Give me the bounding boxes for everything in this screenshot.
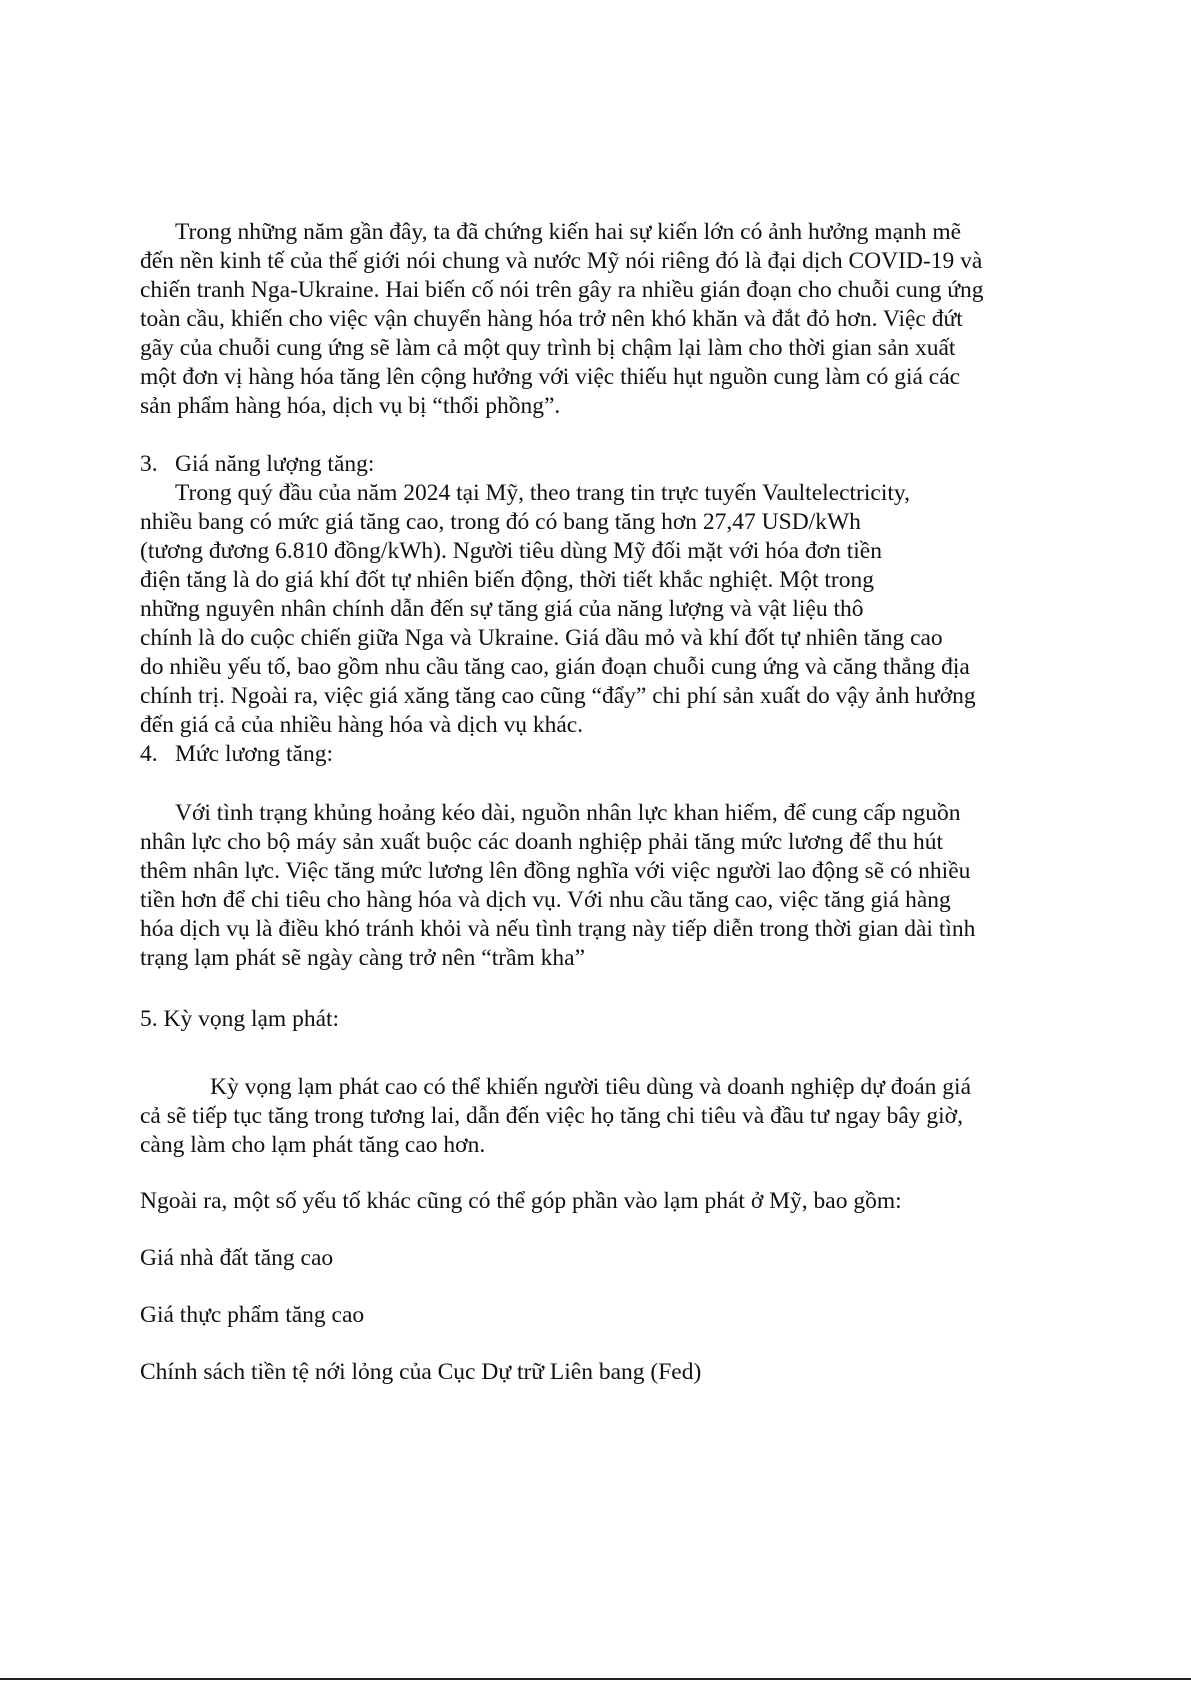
section-heading [140, 450, 374, 479]
other-factors-intro: Ngoài ra, một số yếu tố khác cũng có thể góp phần vào lạm phát ở Mỹ, bao gồm: [140, 1188, 902, 1214]
section-number: 3. [140, 451, 158, 477]
text-line: Trong quý đầu của năm 2024 tại Mỹ, theo trang tin trực tuyến Vaultelectricity, [175, 480, 910, 506]
list-item: Giá thực phẩm tăng cao [140, 1302, 365, 1328]
text-line: cả sẽ tiếp tục tăng trong tương lai, dẫn đến việc họ tăng chi tiêu và đầu tư ngay bây giờ, [140, 1103, 963, 1129]
text-line: điện tăng là do giá khí đốt tự nhiên biến động, thời tiết khắc nghiệt. Một trong [140, 567, 874, 593]
text-line: đến giá cả của nhiều hàng hóa và dịch vụ khác. [140, 712, 584, 738]
section-heading: 5. Kỳ vọng lạm phát: [140, 1006, 340, 1032]
text-line: càng làm cho lạm phát tăng cao hơn. [140, 1132, 486, 1158]
list-item: Chính sách tiền tệ nới lỏng của Cục Dự trữ Liên bang (Fed) [140, 1359, 702, 1385]
page-bottom-divider [0, 1678, 1191, 1680]
text-line: thêm nhân lực. Việc tăng mức lương lên đồng nghĩa với việc người lao động sẽ có nhiều [140, 858, 971, 884]
text-line: do nhiều yếu tố, bao gồm nhu cầu tăng cao, gián đoạn chuỗi cung ứng và căng thẳng địa [140, 654, 970, 680]
text-line: toàn cầu, khiến cho việc vận chuyển hàng hóa trở nên khó khăn và đắt đỏ hơn. Việc đứt [140, 306, 963, 332]
text-line: trạng lạm phát sẽ ngày càng trở nên “trầm kha” [140, 945, 586, 971]
text-line: chính là do cuộc chiến giữa Nga và Ukraine. Giá dầu mỏ và khí đốt tự nhiên tăng cao [140, 625, 943, 651]
text-line: Trong những năm gần đây, ta đã chứng kiến hai sự kiến lớn có ảnh hưởng mạnh mẽ [175, 219, 962, 245]
text-line: (tương đương 6.810 đồng/kWh). Người tiêu dùng Mỹ đối mặt với hóa đơn tiền [140, 538, 882, 564]
section-title: Mức lương tăng: [175, 741, 333, 767]
text-line: nhân lực cho bộ máy sản xuất buộc các doanh nghiệp phải tăng mức lương để thu hút [140, 829, 944, 855]
text-line: Kỳ vọng lạm phát cao có thể khiến người tiêu dùng và doanh nghiệp dự đoán giá [210, 1074, 972, 1100]
section-heading [140, 740, 333, 769]
text-line: Với tình trạng khủng hoảng kéo dài, nguồn nhân lực khan hiếm, để cung cấp nguồn [175, 800, 961, 826]
text-line: chính trị. Ngoài ra, việc giá xăng tăng cao cũng “đẩy” chi phí sản xuất do vậy ảnh hưởng [140, 683, 976, 709]
section-title: Giá năng lượng tăng: [175, 451, 375, 477]
text-line: hóa dịch vụ là điều khó tránh khỏi và nếu tình trạng này tiếp diễn trong thời gian dài tình [140, 916, 976, 942]
text-line: sản phẩm hàng hóa, dịch vụ bị “thổi phồng”. [140, 393, 561, 419]
text-line: đến nền kinh tế của thế giới nói chung và nước Mỹ nói riêng đó là đại dịch COVID-19 và [140, 248, 983, 274]
text-line: một đơn vị hàng hóa tăng lên cộng hưởng với việc thiếu hụt nguồn cung làm có giá các [140, 364, 961, 390]
list-item: Giá nhà đất tăng cao [140, 1245, 334, 1271]
text-line: nhiều bang có mức giá tăng cao, trong đó có bang tăng hơn 27,47 USD/kWh [140, 509, 861, 535]
text-line: gãy của chuỗi cung ứng sẽ làm cả một quy trình bị chậm lại làm cho thời gian sản xuất [140, 335, 956, 361]
text-line: những nguyên nhân chính dẫn đến sự tăng giá của năng lượng và vật liệu thô [140, 596, 864, 622]
text-line: tiền hơn để chi tiêu cho hàng hóa và dịch vụ. Với nhu cầu tăng cao, việc tăng giá hàng [140, 887, 951, 913]
text-line: chiến tranh Nga-Ukraine. Hai biến cố nói trên gây ra nhiều gián đoạn cho chuỗi cung ứng [140, 277, 984, 303]
section-number: 4. [140, 741, 158, 767]
